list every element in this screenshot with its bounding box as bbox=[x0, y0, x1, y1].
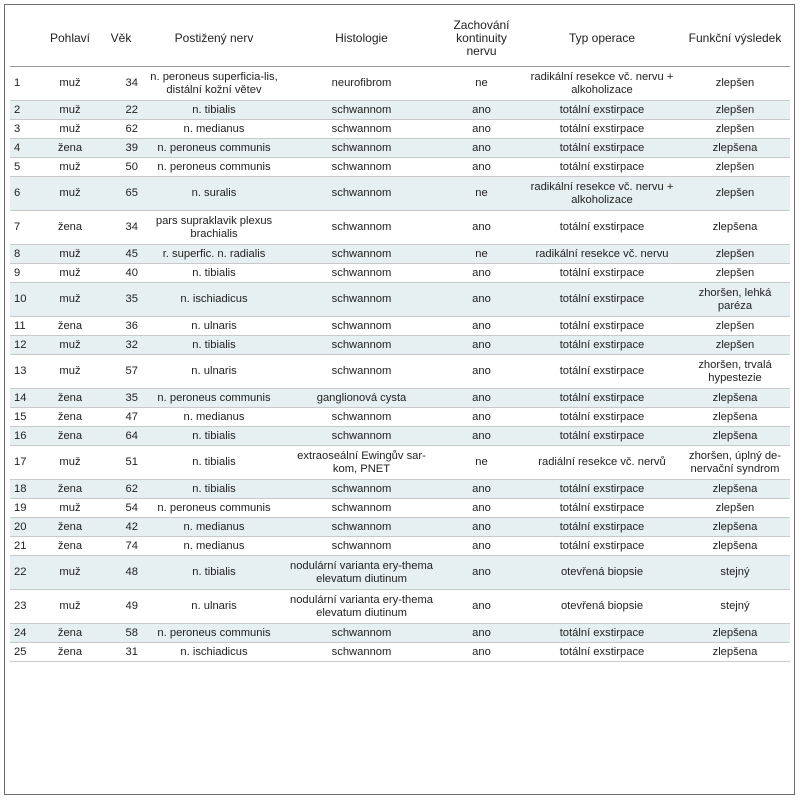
table-cell: 47 bbox=[98, 408, 144, 427]
table-cell: 23 bbox=[10, 590, 42, 624]
table-cell: stejný bbox=[680, 590, 790, 624]
table-cell: ano bbox=[439, 389, 524, 408]
table-cell: muž bbox=[42, 499, 98, 518]
table-cell: zlepšen bbox=[680, 499, 790, 518]
table-cell: radikální resekce vč. nervu + alkoholizace bbox=[524, 177, 680, 211]
table-cell: n. ulnaris bbox=[144, 355, 284, 389]
table-cell: schwannom bbox=[284, 283, 439, 317]
table-cell: zlepšen bbox=[680, 336, 790, 355]
table-cell: schwannom bbox=[284, 211, 439, 245]
table-cell: 74 bbox=[98, 537, 144, 556]
header-cell: Věk bbox=[98, 10, 144, 67]
table-cell: žena bbox=[42, 389, 98, 408]
table-cell: 11 bbox=[10, 317, 42, 336]
table-row bbox=[10, 120, 790, 139]
table-row bbox=[10, 177, 790, 211]
table-cell: neurofibrom bbox=[284, 67, 439, 101]
table-cell: žena bbox=[42, 317, 98, 336]
table-cell: totální exstirpace bbox=[524, 139, 680, 158]
table-cell: otevřená biopsie bbox=[524, 556, 680, 590]
table-row bbox=[10, 139, 790, 158]
table-row bbox=[10, 67, 790, 101]
table-cell: ano bbox=[439, 643, 524, 662]
table-cell: schwannom bbox=[284, 245, 439, 264]
table-cell: stejný bbox=[680, 556, 790, 590]
table-cell: ano bbox=[439, 264, 524, 283]
table-cell: ano bbox=[439, 556, 524, 590]
table-cell: 51 bbox=[98, 446, 144, 480]
table-cell: ano bbox=[439, 427, 524, 446]
table-cell: n. tibialis bbox=[144, 101, 284, 120]
table-cell: totální exstirpace bbox=[524, 336, 680, 355]
table-cell: zhoršen, trvalá hypestezie bbox=[680, 355, 790, 389]
table-cell: 22 bbox=[98, 101, 144, 120]
table-cell: 24 bbox=[10, 624, 42, 643]
table-cell: 42 bbox=[98, 518, 144, 537]
table-row bbox=[10, 408, 790, 427]
table-cell: muž bbox=[42, 336, 98, 355]
table-cell: zlepšen bbox=[680, 317, 790, 336]
table-cell: schwannom bbox=[284, 427, 439, 446]
table-cell: muž bbox=[42, 67, 98, 101]
table-cell: ano bbox=[439, 211, 524, 245]
table-cell: 34 bbox=[98, 211, 144, 245]
table-cell: n. medianus bbox=[144, 537, 284, 556]
table-cell: 3 bbox=[10, 120, 42, 139]
table-cell: nodulární varianta ery-thema elevatum diutinum bbox=[284, 556, 439, 590]
table-cell: n. medianus bbox=[144, 120, 284, 139]
table-cell: zlepšena bbox=[680, 408, 790, 427]
header-cell: Pohlaví bbox=[42, 10, 98, 67]
table-cell: 15 bbox=[10, 408, 42, 427]
table-cell: n. peroneus communis bbox=[144, 158, 284, 177]
table-cell: radiální resekce vč. nervů bbox=[524, 446, 680, 480]
table-cell: n. tibialis bbox=[144, 336, 284, 355]
table-cell: n. ischiadicus bbox=[144, 643, 284, 662]
table-cell: r. superfic. n. radialis bbox=[144, 245, 284, 264]
table-cell: schwannom bbox=[284, 264, 439, 283]
table-cell: 34 bbox=[98, 67, 144, 101]
table-cell: ano bbox=[439, 317, 524, 336]
table-cell: 64 bbox=[98, 427, 144, 446]
table-cell: 14 bbox=[10, 389, 42, 408]
table-cell: 4 bbox=[10, 139, 42, 158]
table-cell: 13 bbox=[10, 355, 42, 389]
table-cell: zlepšen bbox=[680, 67, 790, 101]
table-cell: n. tibialis bbox=[144, 264, 284, 283]
table-cell: nodulární varianta ery-thema elevatum diutinum bbox=[284, 590, 439, 624]
table-cell: 57 bbox=[98, 355, 144, 389]
table-cell: n. peroneus communis bbox=[144, 624, 284, 643]
table-cell: n. ulnaris bbox=[144, 317, 284, 336]
table-cell: 35 bbox=[98, 389, 144, 408]
table-cell: schwannom bbox=[284, 158, 439, 177]
table-row bbox=[10, 336, 790, 355]
table-cell: ano bbox=[439, 624, 524, 643]
table-cell: radikální resekce vč. nervu + alkoholizace bbox=[524, 67, 680, 101]
table-cell: totální exstirpace bbox=[524, 480, 680, 499]
header-row bbox=[10, 10, 790, 67]
table-cell: ne bbox=[439, 177, 524, 211]
table-cell: schwannom bbox=[284, 355, 439, 389]
table-row bbox=[10, 499, 790, 518]
table-cell: totální exstirpace bbox=[524, 211, 680, 245]
table-cell: muž bbox=[42, 556, 98, 590]
table-cell: 12 bbox=[10, 336, 42, 355]
table-cell: 6 bbox=[10, 177, 42, 211]
table-cell: 8 bbox=[10, 245, 42, 264]
table-cell: n. tibialis bbox=[144, 480, 284, 499]
table-cell: zlepšena bbox=[680, 389, 790, 408]
table-cell: muž bbox=[42, 355, 98, 389]
table-cell: totální exstirpace bbox=[524, 408, 680, 427]
table-row bbox=[10, 624, 790, 643]
table-cell: totální exstirpace bbox=[524, 624, 680, 643]
table-row bbox=[10, 590, 790, 624]
table-row bbox=[10, 518, 790, 537]
table-cell: zhoršen, lehká paréza bbox=[680, 283, 790, 317]
table-cell: totální exstirpace bbox=[524, 499, 680, 518]
table-cell: 17 bbox=[10, 446, 42, 480]
table-cell: 22 bbox=[10, 556, 42, 590]
table-cell: zlepšena bbox=[680, 211, 790, 245]
table-cell: n. medianus bbox=[144, 408, 284, 427]
table-cell: totální exstirpace bbox=[524, 355, 680, 389]
header-cell bbox=[10, 10, 42, 67]
table-cell: ne bbox=[439, 245, 524, 264]
table-cell: schwannom bbox=[284, 643, 439, 662]
table-row bbox=[10, 556, 790, 590]
table-cell: n. ulnaris bbox=[144, 590, 284, 624]
table-cell: žena bbox=[42, 624, 98, 643]
table-cell: muž bbox=[42, 590, 98, 624]
table-row bbox=[10, 537, 790, 556]
table-cell: totální exstirpace bbox=[524, 120, 680, 139]
table-cell: n. suralis bbox=[144, 177, 284, 211]
table-cell: 31 bbox=[98, 643, 144, 662]
table-cell: ano bbox=[439, 480, 524, 499]
table-cell: ano bbox=[439, 336, 524, 355]
table-row bbox=[10, 446, 790, 480]
table-cell: ano bbox=[439, 537, 524, 556]
table-cell: 16 bbox=[10, 427, 42, 446]
table-row bbox=[10, 283, 790, 317]
table-cell: ano bbox=[439, 139, 524, 158]
table-cell: žena bbox=[42, 139, 98, 158]
table-cell: 9 bbox=[10, 264, 42, 283]
table-cell: muž bbox=[42, 264, 98, 283]
table-cell: n. ischiadicus bbox=[144, 283, 284, 317]
table-cell: 48 bbox=[98, 556, 144, 590]
table-cell: pars supraklavik plexus brachialis bbox=[144, 211, 284, 245]
table-cell: zlepšen bbox=[680, 245, 790, 264]
table-cell: schwannom bbox=[284, 120, 439, 139]
table-cell: muž bbox=[42, 101, 98, 120]
table-cell: ano bbox=[439, 158, 524, 177]
table-cell: extraoseální Ewingův sar-kom, PNET bbox=[284, 446, 439, 480]
table-cell: ano bbox=[439, 283, 524, 317]
table-cell: schwannom bbox=[284, 518, 439, 537]
header-cell: Zachování kontinuity nervu bbox=[439, 10, 524, 67]
table-cell: muž bbox=[42, 245, 98, 264]
table-cell: totální exstirpace bbox=[524, 101, 680, 120]
table-cell: 1 bbox=[10, 67, 42, 101]
table-cell: žena bbox=[42, 537, 98, 556]
table-row bbox=[10, 317, 790, 336]
table-cell: zlepšena bbox=[680, 643, 790, 662]
table-cell: 54 bbox=[98, 499, 144, 518]
table-row bbox=[10, 264, 790, 283]
table-cell: zlepšena bbox=[680, 139, 790, 158]
table-cell: žena bbox=[42, 643, 98, 662]
table-row bbox=[10, 211, 790, 245]
table-cell: ano bbox=[439, 120, 524, 139]
table-row bbox=[10, 480, 790, 499]
table-cell: 2 bbox=[10, 101, 42, 120]
table-cell: n. tibialis bbox=[144, 427, 284, 446]
header-cell: Postižený nerv bbox=[144, 10, 284, 67]
table-cell: ano bbox=[439, 101, 524, 120]
table-cell: totální exstirpace bbox=[524, 264, 680, 283]
table-cell: otevřená biopsie bbox=[524, 590, 680, 624]
patients-table bbox=[10, 10, 790, 662]
table-cell: schwannom bbox=[284, 336, 439, 355]
table-cell: n. peroneus superficia-lis, distální kožní větev bbox=[144, 67, 284, 101]
table-cell: muž bbox=[42, 120, 98, 139]
table-cell: 62 bbox=[98, 480, 144, 499]
table-row bbox=[10, 101, 790, 120]
table-cell: n. medianus bbox=[144, 518, 284, 537]
table-cell: n. tibialis bbox=[144, 556, 284, 590]
table-cell: žena bbox=[42, 480, 98, 499]
table-cell: totální exstirpace bbox=[524, 427, 680, 446]
table-row bbox=[10, 389, 790, 408]
table-cell: 36 bbox=[98, 317, 144, 336]
table-cell: 25 bbox=[10, 643, 42, 662]
table-cell: žena bbox=[42, 211, 98, 245]
table-row bbox=[10, 427, 790, 446]
table-cell: 49 bbox=[98, 590, 144, 624]
table-cell: schwannom bbox=[284, 177, 439, 211]
table-cell: schwannom bbox=[284, 624, 439, 643]
table-row bbox=[10, 643, 790, 662]
table-row bbox=[10, 355, 790, 389]
table-cell: totální exstirpace bbox=[524, 537, 680, 556]
table-cell: ano bbox=[439, 499, 524, 518]
table-cell: muž bbox=[42, 158, 98, 177]
table-cell: totální exstirpace bbox=[524, 389, 680, 408]
table-cell: totální exstirpace bbox=[524, 158, 680, 177]
table-cell: zlepšena bbox=[680, 427, 790, 446]
table-cell: n. peroneus communis bbox=[144, 499, 284, 518]
table-cell: zlepšena bbox=[680, 624, 790, 643]
table-cell: 40 bbox=[98, 264, 144, 283]
table-cell: 32 bbox=[98, 336, 144, 355]
header-cell: Histologie bbox=[284, 10, 439, 67]
table-cell: zlepšena bbox=[680, 537, 790, 556]
table-cell: zlepšen bbox=[680, 177, 790, 211]
table-cell: zlepšen bbox=[680, 101, 790, 120]
table-cell: schwannom bbox=[284, 499, 439, 518]
table-cell: 58 bbox=[98, 624, 144, 643]
table-cell: n. peroneus communis bbox=[144, 389, 284, 408]
table-cell: 19 bbox=[10, 499, 42, 518]
header-cell: Funkční výsledek bbox=[680, 10, 790, 67]
table-cell: schwannom bbox=[284, 101, 439, 120]
table-cell: zlepšen bbox=[680, 158, 790, 177]
table-cell: totální exstirpace bbox=[524, 283, 680, 317]
table-cell: 50 bbox=[98, 158, 144, 177]
table-cell: totální exstirpace bbox=[524, 643, 680, 662]
table-cell: ano bbox=[439, 518, 524, 537]
table-cell: schwannom bbox=[284, 317, 439, 336]
table-cell: zlepšen bbox=[680, 120, 790, 139]
table-cell: zhoršen, úplný de-nervační syndrom bbox=[680, 446, 790, 480]
table-cell: ano bbox=[439, 590, 524, 624]
table-cell: žena bbox=[42, 427, 98, 446]
table-cell: muž bbox=[42, 446, 98, 480]
table-cell: radikální resekce vč. nervu bbox=[524, 245, 680, 264]
table-cell: 10 bbox=[10, 283, 42, 317]
table-cell: schwannom bbox=[284, 139, 439, 158]
table-cell: žena bbox=[42, 518, 98, 537]
table-cell: 65 bbox=[98, 177, 144, 211]
table-cell: 5 bbox=[10, 158, 42, 177]
table-body bbox=[10, 67, 790, 662]
table-cell: ne bbox=[439, 67, 524, 101]
table-cell: zlepšen bbox=[680, 264, 790, 283]
table-cell: schwannom bbox=[284, 480, 439, 499]
table-cell: ano bbox=[439, 408, 524, 427]
table-cell: zlepšena bbox=[680, 480, 790, 499]
table-row bbox=[10, 245, 790, 264]
table-cell: n. tibialis bbox=[144, 446, 284, 480]
table-cell: 62 bbox=[98, 120, 144, 139]
table-cell: ano bbox=[439, 355, 524, 389]
table-cell: žena bbox=[42, 408, 98, 427]
header-cell: Typ operace bbox=[524, 10, 680, 67]
table-cell: 20 bbox=[10, 518, 42, 537]
table-cell: 18 bbox=[10, 480, 42, 499]
table-cell: totální exstirpace bbox=[524, 518, 680, 537]
table-cell: 35 bbox=[98, 283, 144, 317]
table-cell: ganglionová cysta bbox=[284, 389, 439, 408]
table-cell: muž bbox=[42, 177, 98, 211]
table-cell: totální exstirpace bbox=[524, 317, 680, 336]
table-cell: n. peroneus communis bbox=[144, 139, 284, 158]
table-cell: schwannom bbox=[284, 537, 439, 556]
table-row bbox=[10, 158, 790, 177]
table-cell: zlepšena bbox=[680, 518, 790, 537]
table-cell: ne bbox=[439, 446, 524, 480]
table-cell: 21 bbox=[10, 537, 42, 556]
table-cell: 45 bbox=[98, 245, 144, 264]
table-cell: 39 bbox=[98, 139, 144, 158]
table-cell: 7 bbox=[10, 211, 42, 245]
table-cell: schwannom bbox=[284, 408, 439, 427]
table-cell: muž bbox=[42, 283, 98, 317]
